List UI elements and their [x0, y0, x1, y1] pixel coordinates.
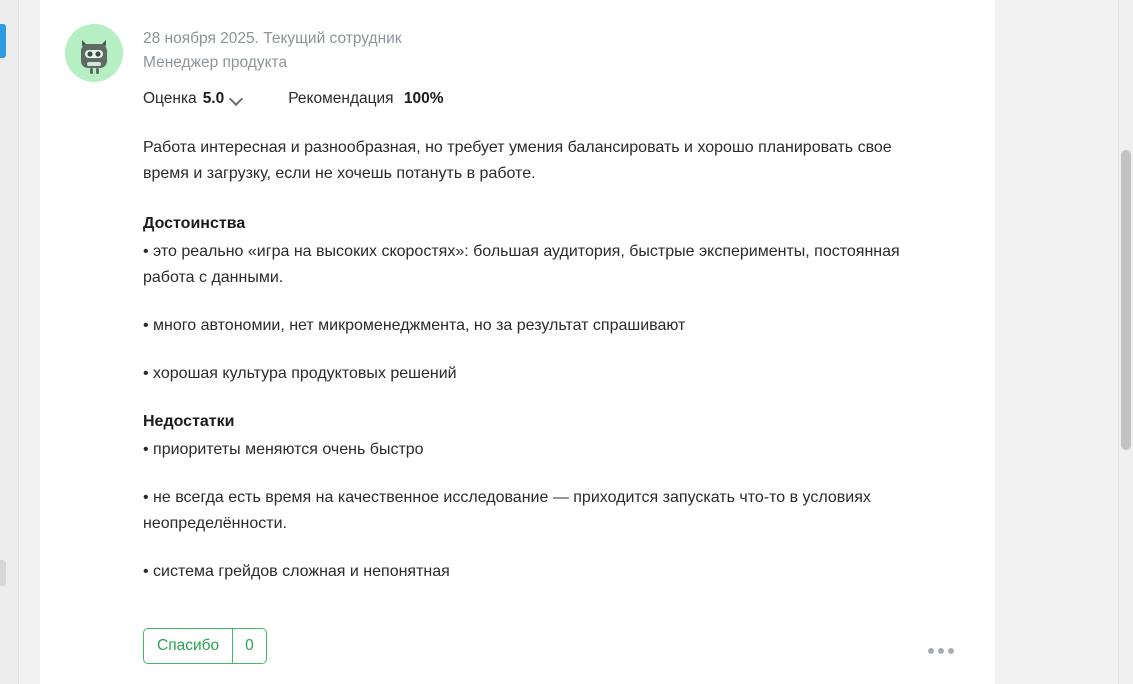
cons-item-3: • система грейдов сложная и непонятная: [143, 563, 450, 580]
right-gutter: [995, 0, 1133, 684]
recommend-label: Рекомендация: [288, 90, 394, 107]
rating-value: 5.0: [202, 90, 225, 107]
monster-avatar-icon: [65, 24, 123, 82]
review-header: [143, 28, 903, 74]
recommend-block: [288, 90, 443, 108]
pros-item-3: • хорошая культура продуктовых решений: [143, 365, 457, 382]
thanks-count: 0: [232, 629, 266, 663]
review-body: [143, 135, 903, 607]
review-date: 28 ноября 2025.: [143, 30, 259, 47]
scrollbar-thumb[interactable]: [1121, 150, 1131, 450]
more-horizontal-icon[interactable]: [928, 648, 954, 654]
review-card: [40, 0, 995, 684]
review-meta-line: [143, 28, 903, 50]
cons-item-2: • не всегда есть время на качественное исследование — приходится запускать что-то в условиях неопределённости.: [143, 489, 871, 532]
pros-item-1: • это реально «игра на высоких скоростях»: большая аудитория, быстрые эксперименты, постоянная работа с данными.: [143, 243, 900, 286]
pros-title: Достоинства: [143, 215, 246, 232]
recommend-value: 100%: [403, 90, 444, 107]
left-rail-secondary-chip: [0, 560, 6, 586]
left-rail: [0, 0, 19, 684]
more-dot-3: [948, 648, 954, 654]
review-summary: Работа интересная и разнообразная, но требует умения балансировать и хорошо планировать свое время и загрузку, если не хочешь потануть в работе.: [143, 139, 892, 182]
employment-status: Текущий сотрудник: [263, 30, 402, 47]
cons-item-1: • приоритеты меняются очень быстро: [143, 441, 424, 458]
more-dot-2: [938, 648, 944, 654]
rating-label: Оценка: [143, 90, 197, 107]
thanks-button-label: Спасибо: [157, 637, 220, 654]
chevron-down-icon[interactable]: [231, 93, 243, 105]
pros-item-2: • много автономии, нет микроменеджмента, но за результат спрашивают: [143, 317, 686, 334]
review-position: Менеджер продукта: [143, 54, 288, 71]
page-scrollbar[interactable]: [1118, 0, 1133, 684]
thanks-button[interactable]: [143, 628, 267, 664]
more-dot-1: [928, 648, 934, 654]
rating-row: [143, 90, 444, 108]
cons-title: Недостатки: [143, 413, 235, 430]
left-rail-accent-chip: [0, 24, 6, 58]
